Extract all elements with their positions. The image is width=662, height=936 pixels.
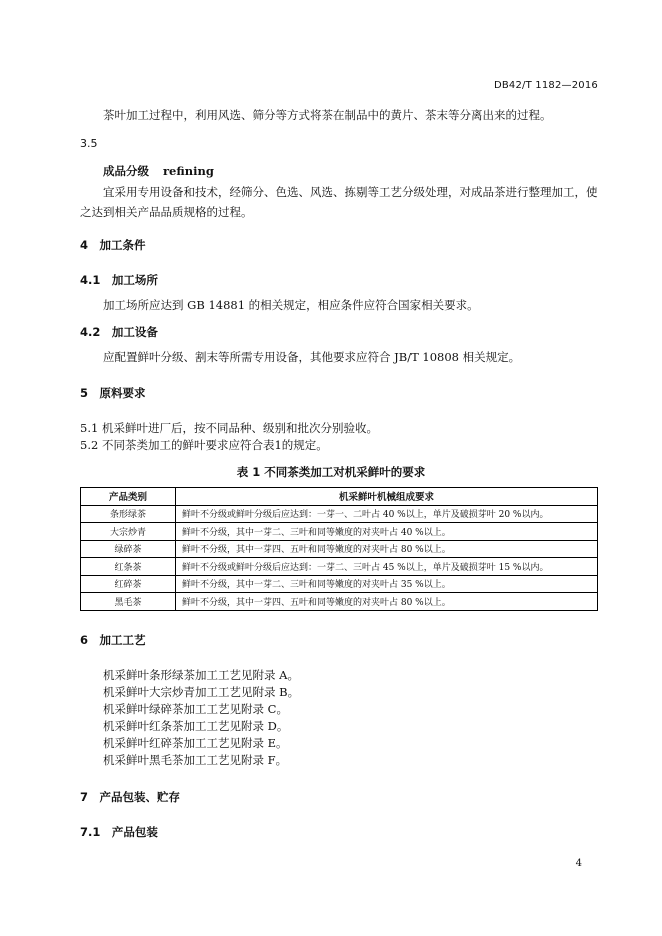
appendix-line: 机采鲜叶绿碎茶加工工艺见附录 C。: [103, 702, 288, 716]
table-row: [81, 575, 598, 593]
section-5-1-text: 5.1 机采鲜叶进厂后，按不同品种、级别和批次分别验收。: [80, 421, 378, 435]
cell-requirement: 鲜叶不分级，其中一芽二、三叶和同等嫩度的对夹叶占 35 %以上。: [176, 575, 598, 593]
table-row: [81, 558, 598, 576]
appendix-line: 机采鲜叶红条茶加工工艺见附录 D。: [103, 719, 289, 733]
cell-requirement: 鲜叶不分级或鲜叶分级后应达到：一芽二、三叶占 45 %以上，单片及破损芽叶 15 %以内。: [176, 558, 598, 576]
cell-requirement: 鲜叶不分级，其中一芽四、五叶和同等嫩度的对夹叶占 80 %以上。: [176, 540, 598, 558]
cell-requirement: 鲜叶不分级，其中一芽二、三叶和同等嫩度的对夹叶占 40 %以上。: [176, 523, 598, 541]
intro-paragraph: 茶叶加工过程中，利用风选、筛分等方式将茶在制品中的黄片、茶末等分离出来的过程。: [103, 108, 552, 122]
table-row: [81, 540, 598, 558]
appendix-line: 机采鲜叶黑毛茶加工工艺见附录 F。: [103, 753, 288, 767]
cell-category: 绿碎茶: [81, 540, 176, 558]
cell-category: 条形绿茶: [81, 505, 176, 523]
section-7-1-heading: 7.1 产品包装: [80, 825, 158, 839]
section-4-2-text: 应配置鲜叶分级、割末等所需专用设备，其他要求应符合 JB/T 10808 相关规定。: [103, 350, 521, 364]
page-number: 4: [575, 858, 582, 869]
appendix-line: 机采鲜叶大宗炒青加工工艺见附录 B。: [103, 685, 300, 699]
cell-category: 红碎茶: [81, 575, 176, 593]
term-en: refining: [163, 164, 214, 178]
section-4-2-heading: 4.2 加工设备: [80, 325, 158, 339]
definition-line-2: 之达到相关产品品质规格的过程。: [80, 205, 253, 219]
header-requirement: 机采鲜叶机械组成要求: [176, 488, 598, 506]
table-row: [81, 505, 598, 523]
cell-requirement: 鲜叶不分级或鲜叶分级后应达到：一芽一、二叶占 40 %以上，单片及破损芽叶 20 %以内。: [176, 505, 598, 523]
cell-category: 黑毛茶: [81, 593, 176, 611]
cell-category: 红条茶: [81, 558, 176, 576]
document-code: DB42/T 1182—2016: [493, 80, 598, 91]
table-header-row: [81, 488, 598, 506]
table-row: [81, 593, 598, 611]
section-6-heading: 6 加工工艺: [80, 633, 146, 647]
appendix-line: 机采鲜叶红碎茶加工工艺见附录 E。: [103, 736, 288, 750]
section-5-2-text: 5.2 不同茶类加工的鲜叶要求应符合表1的规定。: [80, 438, 328, 452]
cell-category: 大宗炒青: [81, 523, 176, 541]
section-5-heading: 5 原料要求: [80, 386, 146, 400]
table-caption: 表 1 不同茶类加工对机采鲜叶的要求: [236, 465, 426, 479]
appendix-line: 机采鲜叶条形绿茶加工工艺见附录 A。: [103, 668, 299, 682]
table-row: [81, 523, 598, 541]
cell-requirement: 鲜叶不分级，其中一芽四、五叶和同等嫩度的对夹叶占 80 %以上。: [176, 593, 598, 611]
definition-line-1: 宜采用专用设备和技术，经筛分、色选、风选、拣剔等工艺分级处理，对成品茶进行整理加工，使: [103, 185, 598, 199]
term-heading: [103, 160, 214, 179]
term-zh: 成品分级: [103, 164, 149, 178]
section-3-5-number: 3.5: [80, 137, 98, 150]
header-category: 产品类别: [81, 488, 176, 506]
section-4-heading: 4 加工条件: [80, 238, 146, 252]
requirements-table: [80, 487, 598, 611]
section-4-1-text: 加工场所应达到 GB 14881 的相关规定，相应条件应符合国家相关要求。: [103, 298, 479, 312]
section-4-1-heading: 4.1 加工场所: [80, 273, 158, 287]
section-7-heading: 7 产品包装、贮存: [80, 790, 181, 804]
